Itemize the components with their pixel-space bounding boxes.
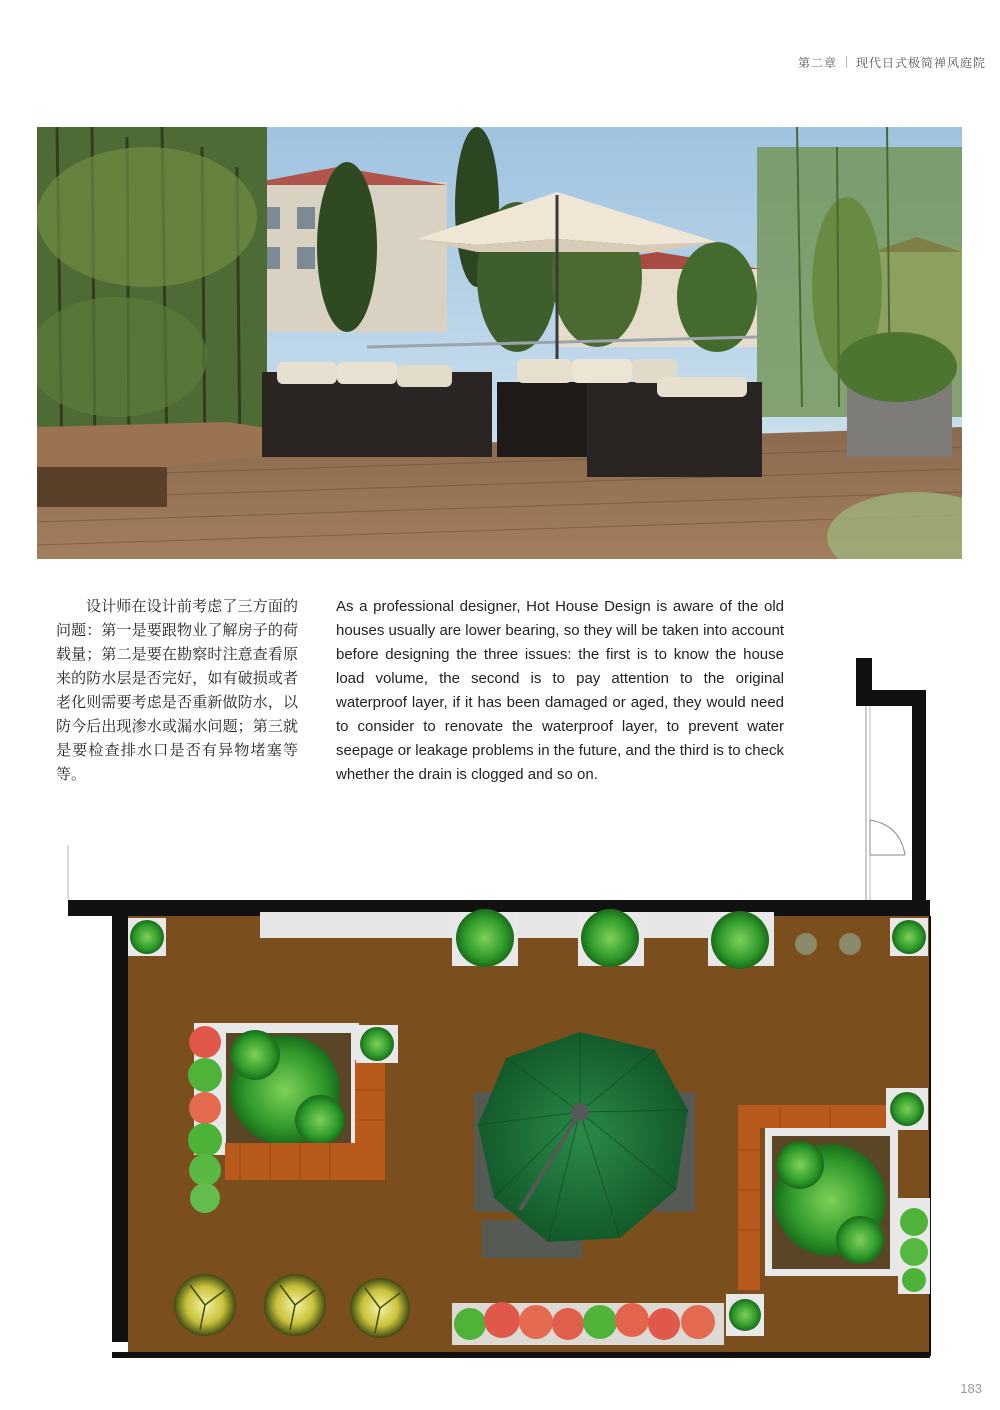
chapter-label: 第二章 <box>797 56 837 70</box>
english-text: As a professional designer, Hot House Design is aware of the old houses usually are lower bearing, so they will be taken into account before designing the three issues: the first is to know the house load volume, the second is to pay attention to the original waterproof layer, if it has been damaged or aged, they would need to consider to renovate the waterproof layer, to prevent water seepage or leakage problems in the future, and the third is to check whether the drain is clogged and so on. <box>336 598 784 783</box>
section-title: 现代日式极简禅风庭院 <box>855 56 986 70</box>
header-divider <box>846 56 847 68</box>
chinese-text: 设计师在设计前考虑了三方面的问题：第一是要跟物业了解房子的荷载量；第二是要在勘察时注意查看原来的防水层是否完好，如有破损或者老化则需要考虑是否重新做防水，以防今后出现渗水或漏水问题；第三就是要检查排水口是否有异物堵塞等等。 <box>56 597 298 783</box>
page-number: 183 <box>960 1381 982 1396</box>
terrace-photo <box>37 127 962 559</box>
site-plan <box>0 650 1000 1370</box>
running-header <box>798 54 986 71</box>
